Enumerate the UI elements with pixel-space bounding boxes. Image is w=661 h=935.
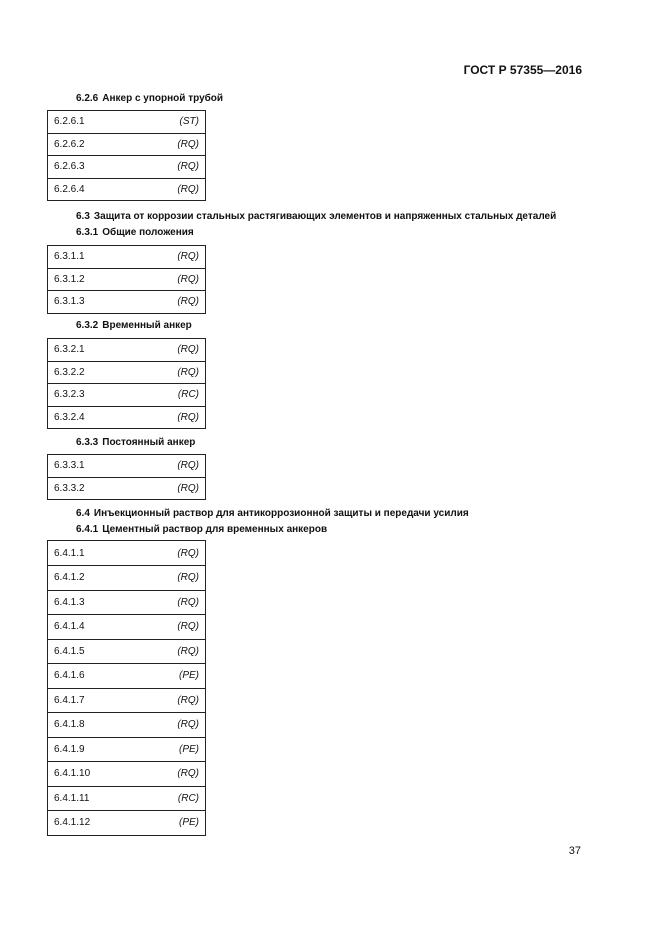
clause-type: (RC) bbox=[140, 786, 205, 811]
table-row bbox=[48, 111, 206, 134]
requirements-table-6-2-6 bbox=[47, 110, 206, 201]
requirements-table-6-3-3 bbox=[47, 454, 206, 500]
clause-code: 6.3.1.3 bbox=[48, 291, 136, 314]
clause-type: (RQ) bbox=[140, 541, 205, 566]
clause-code: 6.2.6.3 bbox=[48, 156, 136, 179]
clause-type: (ST) bbox=[136, 111, 206, 134]
clause-code: 6.3.2.4 bbox=[48, 406, 136, 429]
clause-code: 6.3.2.3 bbox=[48, 384, 136, 407]
table-row bbox=[48, 811, 206, 836]
page-number: 37 bbox=[568, 845, 581, 857]
section-number: 6.4.1 bbox=[76, 524, 99, 535]
table-row bbox=[48, 477, 206, 500]
section-title: Общие положения bbox=[102, 227, 194, 238]
table-row bbox=[48, 786, 206, 811]
clause-type: (RQ) bbox=[140, 615, 205, 640]
table-row bbox=[48, 384, 206, 407]
clause-code: 6.4.1.10 bbox=[48, 762, 141, 787]
clause-code: 6.3.2.2 bbox=[48, 361, 136, 384]
section-title: Постоянный анкер bbox=[102, 437, 196, 448]
clause-code: 6.4.1.1 bbox=[48, 541, 141, 566]
table-row bbox=[48, 590, 206, 615]
clause-code: 6.4.1.4 bbox=[48, 615, 141, 640]
clause-type: (PE) bbox=[140, 811, 205, 836]
section-number: 6.4 bbox=[76, 508, 90, 519]
clause-code: 6.3.3.2 bbox=[48, 477, 136, 500]
clause-code: 6.3.2.1 bbox=[48, 339, 136, 362]
table-row bbox=[48, 688, 206, 713]
clause-type: (RQ) bbox=[136, 156, 206, 179]
clause-type: (RQ) bbox=[140, 590, 205, 615]
section-title: Цементный раствор для временных анкеров bbox=[102, 524, 328, 535]
section-heading-6-3-3 bbox=[76, 437, 195, 448]
clause-type: (RQ) bbox=[136, 133, 206, 156]
section-number: 6.2.6 bbox=[76, 93, 99, 104]
clause-code: 6.4.1.3 bbox=[48, 590, 141, 615]
clause-code: 6.4.1.5 bbox=[48, 639, 141, 664]
section-heading-6-3-2 bbox=[76, 320, 192, 331]
table-row bbox=[48, 615, 206, 640]
section-heading-6-4-1 bbox=[76, 524, 327, 535]
document-code: ГОСТ Р 57355—2016 bbox=[463, 63, 582, 77]
clause-code: 6.4.1.11 bbox=[48, 786, 141, 811]
clause-type: (PE) bbox=[140, 664, 205, 689]
clause-code: 6.4.1.12 bbox=[48, 811, 141, 836]
clause-type: (RQ) bbox=[136, 291, 206, 314]
clause-type: (RQ) bbox=[136, 178, 206, 201]
clause-code: 6.3.1.2 bbox=[48, 268, 136, 291]
clause-type: (RQ) bbox=[136, 339, 206, 362]
table-row bbox=[48, 361, 206, 384]
section-heading-6-2-6 bbox=[76, 93, 223, 104]
section-number: 6.3.3 bbox=[76, 437, 99, 448]
section-heading-6-4 bbox=[76, 508, 469, 519]
table-row bbox=[48, 737, 206, 762]
table-row bbox=[48, 639, 206, 664]
table-row bbox=[48, 541, 206, 566]
clause-type: (PE) bbox=[140, 737, 205, 762]
table-row bbox=[48, 406, 206, 429]
table-row bbox=[48, 178, 206, 201]
clause-code: 6.2.6.4 bbox=[48, 178, 136, 201]
section-number: 6.3.2 bbox=[76, 320, 99, 331]
clause-type: (RQ) bbox=[136, 477, 206, 500]
clause-type: (RQ) bbox=[140, 713, 205, 738]
table-row bbox=[48, 156, 206, 179]
clause-type: (RQ) bbox=[136, 268, 206, 291]
section-heading-6-3 bbox=[76, 211, 556, 222]
clause-type: (RQ) bbox=[140, 762, 205, 787]
clause-code: 6.4.1.6 bbox=[48, 664, 141, 689]
table-row bbox=[48, 339, 206, 362]
clause-type: (RQ) bbox=[140, 566, 205, 591]
table-row bbox=[48, 133, 206, 156]
clause-type: (RQ) bbox=[136, 246, 206, 269]
requirements-table-6-3-1 bbox=[47, 245, 206, 314]
clause-code: 6.4.1.2 bbox=[48, 566, 141, 591]
clause-type: (RC) bbox=[136, 384, 206, 407]
requirements-table-6-3-2 bbox=[47, 338, 206, 429]
table-row bbox=[48, 291, 206, 314]
clause-type: (RQ) bbox=[140, 639, 205, 664]
section-title: Временный анкер bbox=[102, 320, 192, 331]
table-row bbox=[48, 713, 206, 738]
table-row bbox=[48, 246, 206, 269]
table-row bbox=[48, 664, 206, 689]
section-number: 6.3 bbox=[76, 211, 90, 222]
clause-code: 6.4.1.8 bbox=[48, 713, 141, 738]
clause-code: 6.2.6.1 bbox=[48, 111, 136, 134]
clause-code: 6.4.1.9 bbox=[48, 737, 141, 762]
section-heading-6-3-1 bbox=[76, 227, 194, 238]
section-number: 6.3.1 bbox=[76, 227, 99, 238]
requirements-table-6-4-1 bbox=[47, 540, 206, 836]
clause-code: 6.4.1.7 bbox=[48, 688, 141, 713]
clause-type: (RQ) bbox=[140, 688, 205, 713]
clause-type: (RQ) bbox=[136, 455, 206, 478]
clause-type: (RQ) bbox=[136, 406, 206, 429]
clause-code: 6.3.1.1 bbox=[48, 246, 136, 269]
table-row bbox=[48, 566, 206, 591]
clause-code: 6.3.3.1 bbox=[48, 455, 136, 478]
clause-code: 6.2.6.2 bbox=[48, 133, 136, 156]
section-title: Инъекционный раствор для антикоррозионной защиты и передачи усилия bbox=[93, 508, 469, 519]
table-row bbox=[48, 268, 206, 291]
table-row bbox=[48, 455, 206, 478]
section-title: Анкер с упорной трубой bbox=[102, 93, 224, 104]
clause-type: (RQ) bbox=[136, 361, 206, 384]
table-row bbox=[48, 762, 206, 787]
section-title: Защита от коррозии стальных растягивающих элементов и напряженных стальных деталей bbox=[93, 211, 557, 222]
